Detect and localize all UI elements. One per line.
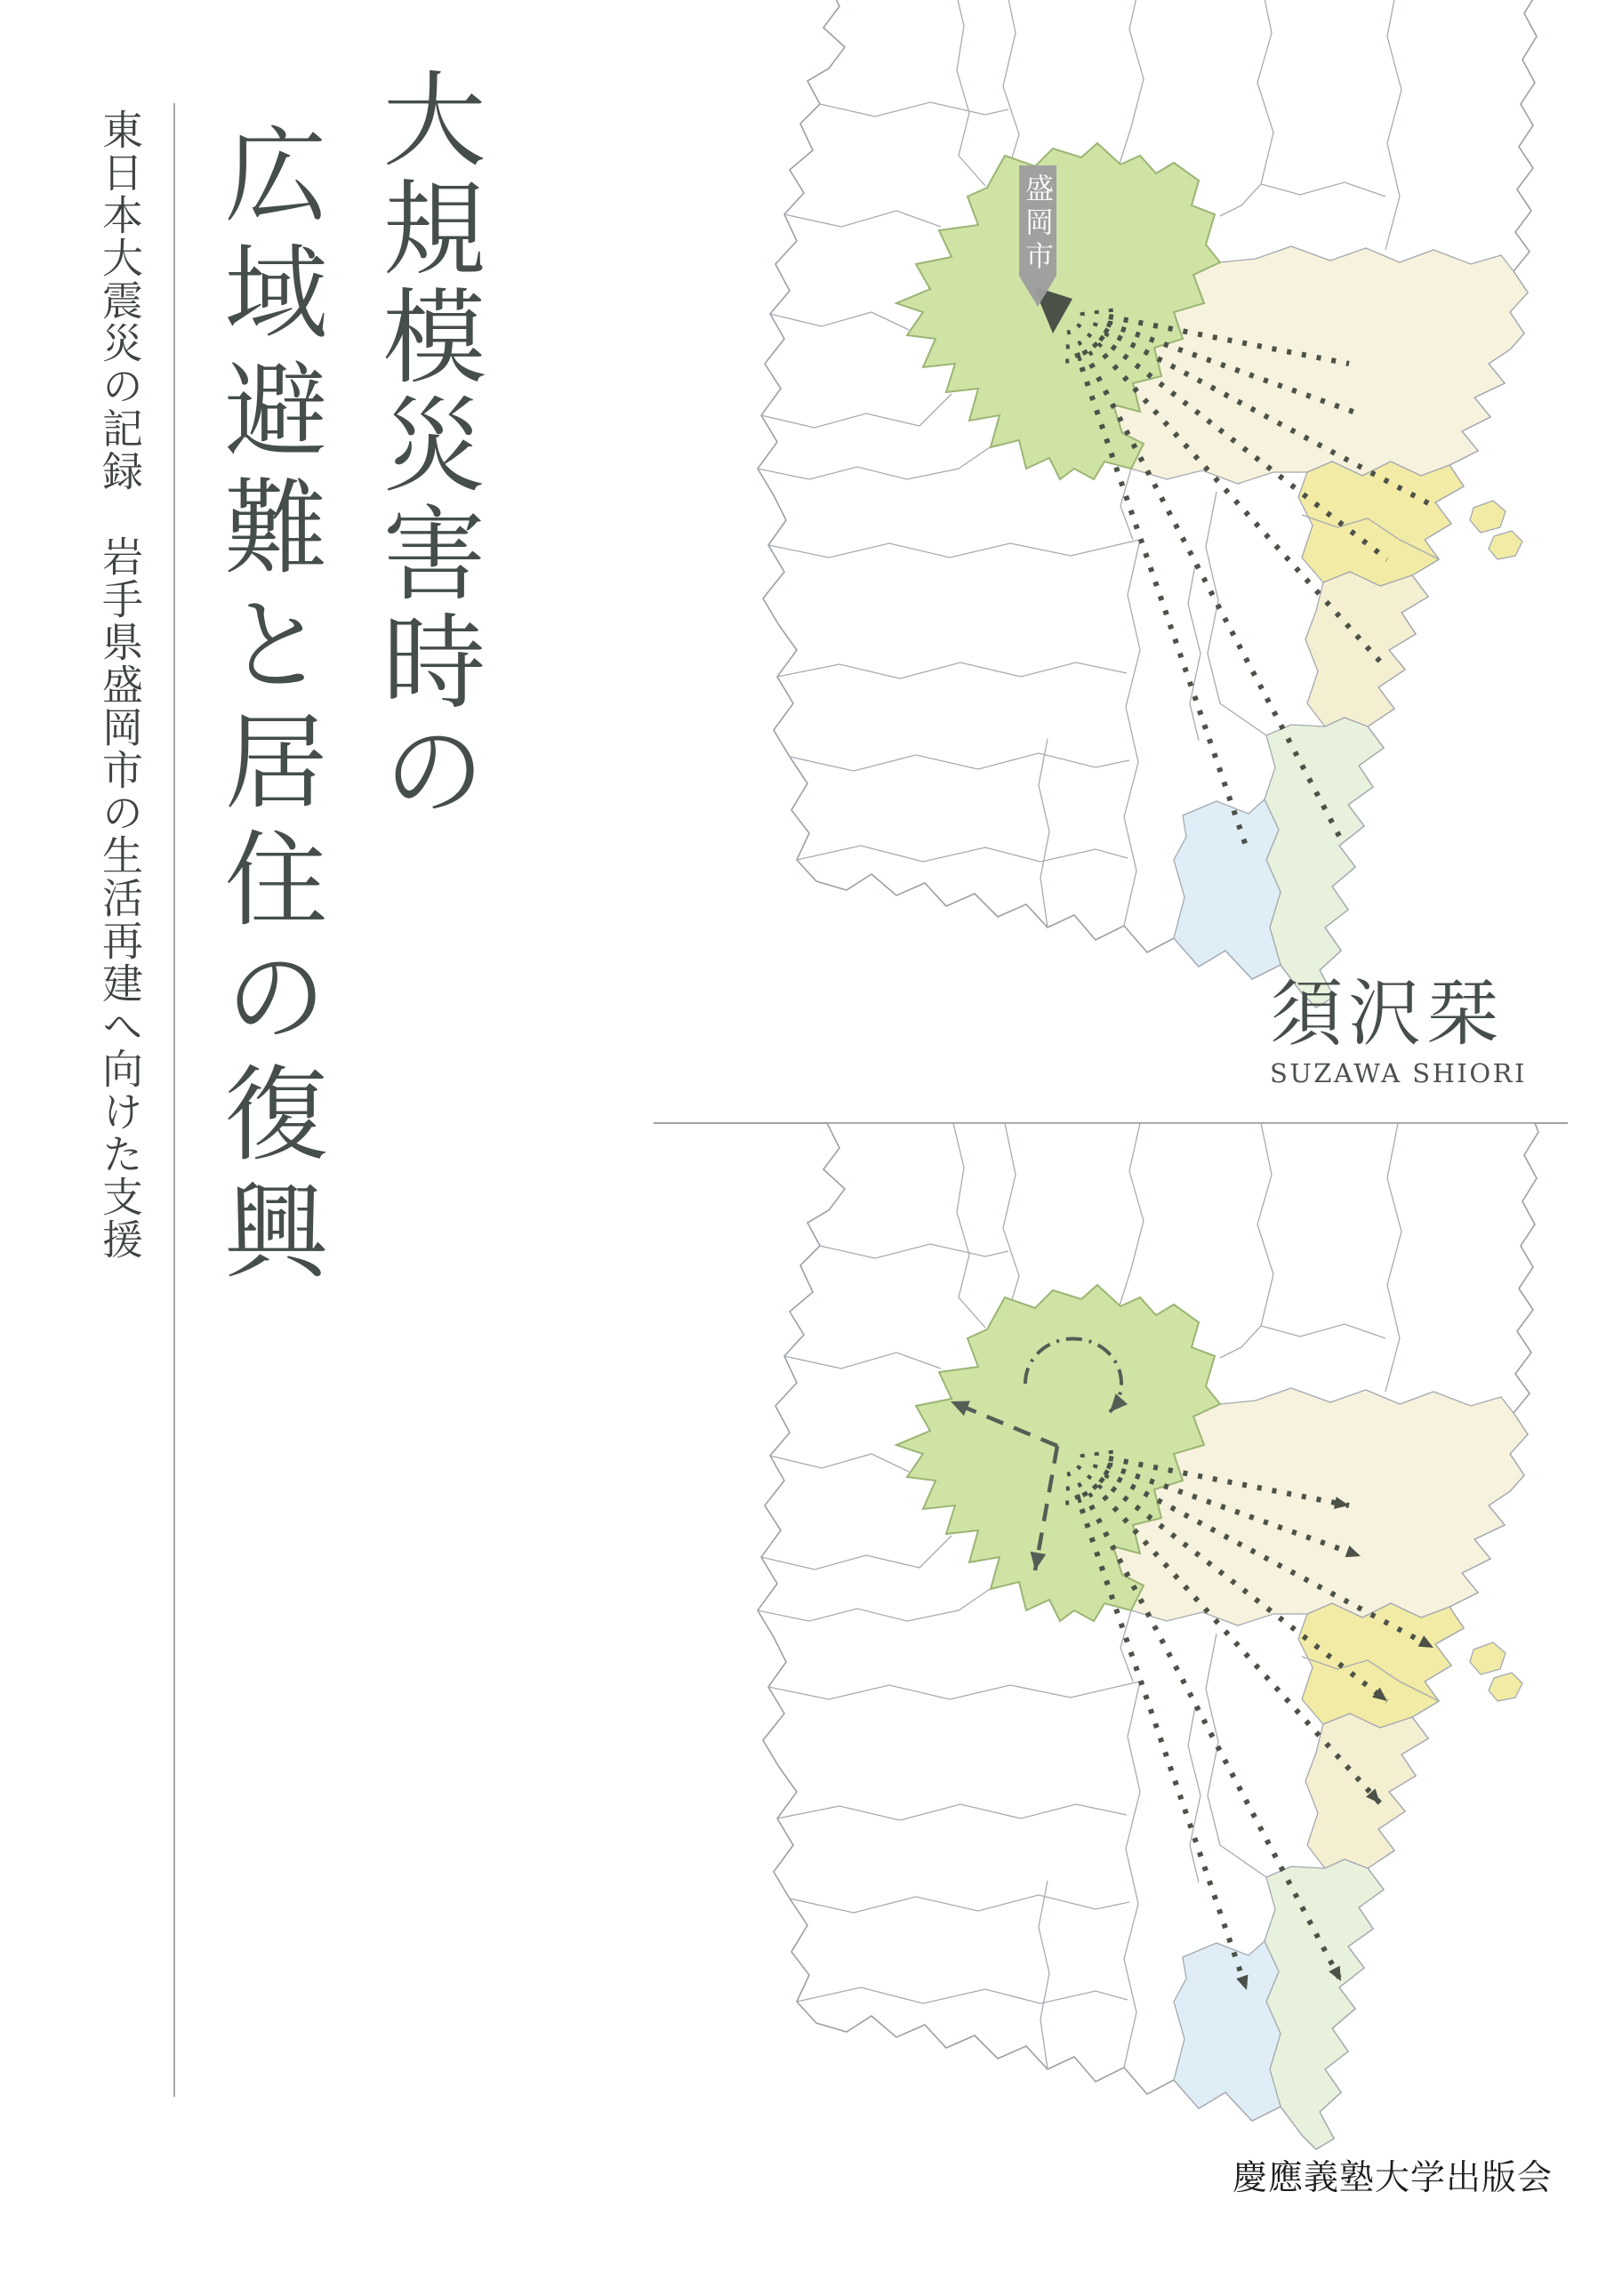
map-evacuation-inflow [722, 0, 1540, 1013]
iwate-map-top [722, 0, 1540, 1013]
book-title-line-1: 大規模災害時の [365, 66, 486, 825]
author-name-romaji: SUZAWA SHIORI [1270, 1058, 1527, 1089]
publisher-name: 慶應義塾大学出版会 [1233, 2158, 1554, 2198]
author-name-kanji: 須沢栞 [1270, 972, 1506, 1056]
author-block [1270, 972, 1537, 1089]
morioka-city-label: 盛岡市 [1021, 173, 1055, 275]
map-return-outflow [722, 1123, 1540, 2155]
book-title-line-2: 広域避難と居住の復興 [207, 121, 327, 1295]
book-subtitle: 東日本大震災の記録 岩手県盛岡市の生活再建へ向けた支援 [96, 108, 144, 1261]
subtitle-divider-rule [173, 103, 175, 2097]
iwate-map-bottom [722, 1123, 1540, 2155]
